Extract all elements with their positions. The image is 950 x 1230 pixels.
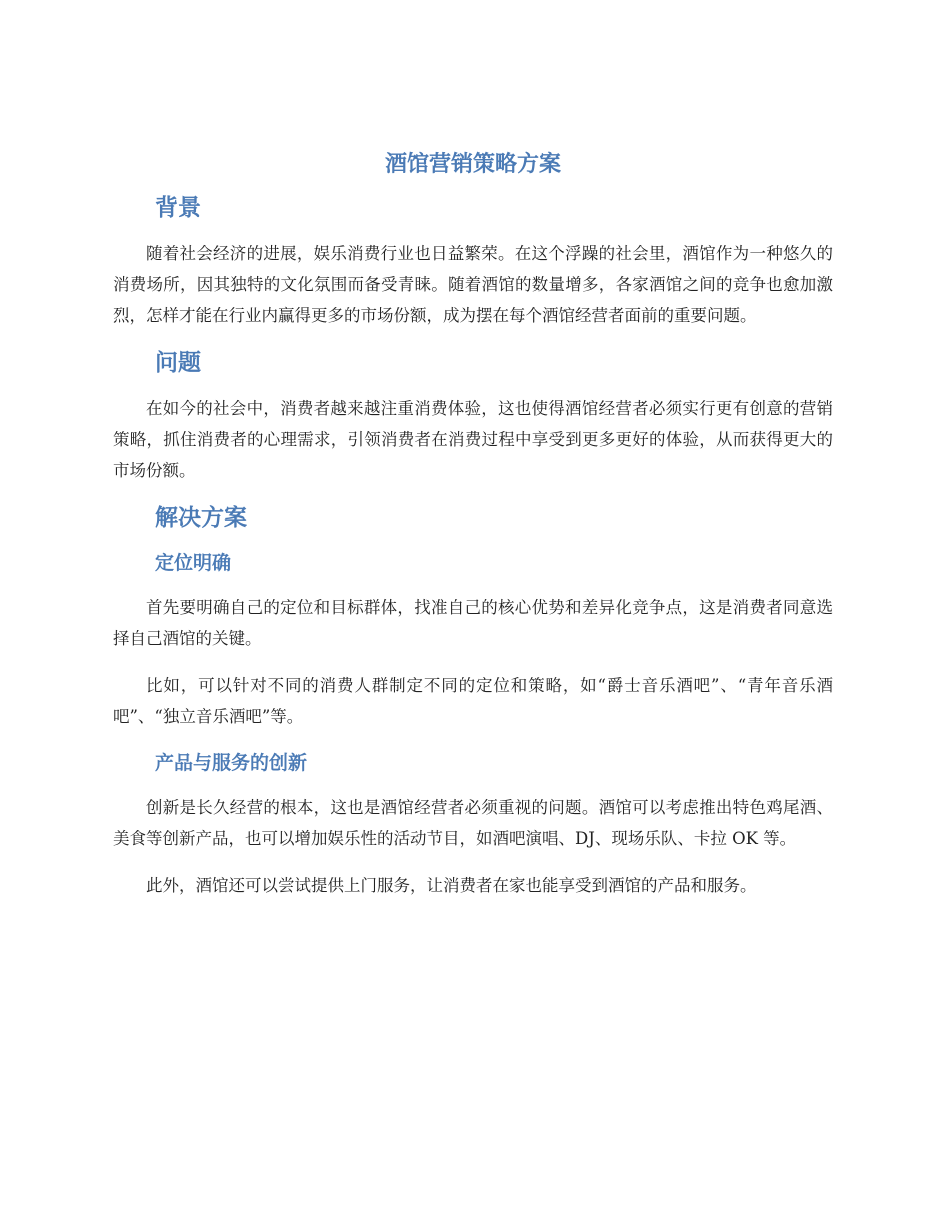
section-heading-problem: 问题: [155, 350, 201, 376]
paragraph-background: 随着社会经济的进展，娱乐消费行业也日益繁荣。在这个浮躁的社会里，酒馆作为一种悠久的消费场所，因其独特的文化氛围而备受青睐。随着酒馆的数量增多，各家酒馆之间的竞争也愈加激烈，怎样才能在行业内赢得更多的市场份额，成为摆在每个酒馆经营者面前的重要问题。: [113, 244, 833, 325]
section-heading-solution: 解决方案: [155, 505, 247, 531]
paragraph-positioning-1: 首先要明确自己的定位和目标群体，找准自己的核心优势和差异化竞争点，这是消费者同意选择自己酒馆的关键。: [113, 598, 833, 648]
document-body: [113, 148, 833, 917]
subsection-heading-positioning: 定位明确: [155, 552, 232, 574]
paragraph-innovation-2: 此外，酒馆还可以尝试提供上门服务，让消费者在家也能享受到酒馆的产品和服务。: [146, 876, 757, 895]
section-heading-background: 背景: [155, 195, 201, 221]
subsection-heading-innovation: 产品与服务的创新: [155, 752, 308, 774]
paragraph-positioning-2: 比如，可以针对不同的消费人群制定不同的定位和策略，如“爵士音乐酒吧”、“青年音乐酒吧”、“独立音乐酒吧”等。: [113, 676, 833, 726]
paragraph-problem: 在如今的社会中，消费者越来越注重消费体验，这也使得酒馆经营者必须实行更有创意的营销策略，抓住消费者的心理需求，引领消费者在消费过程中享受到更多更好的体验，从而获得更大的市场份额。: [113, 399, 833, 480]
paragraph-innovation-1: 创新是长久经营的根本，这也是酒馆经营者必须重视的问题。酒馆可以考虑推出特色鸡尾酒、美食等创新产品，也可以增加娱乐性的活动节目，如酒吧演唱、DJ、现场乐队、卡拉 OK 等。: [113, 798, 833, 848]
document-title: 酒馆营销策略方案: [384, 152, 561, 177]
